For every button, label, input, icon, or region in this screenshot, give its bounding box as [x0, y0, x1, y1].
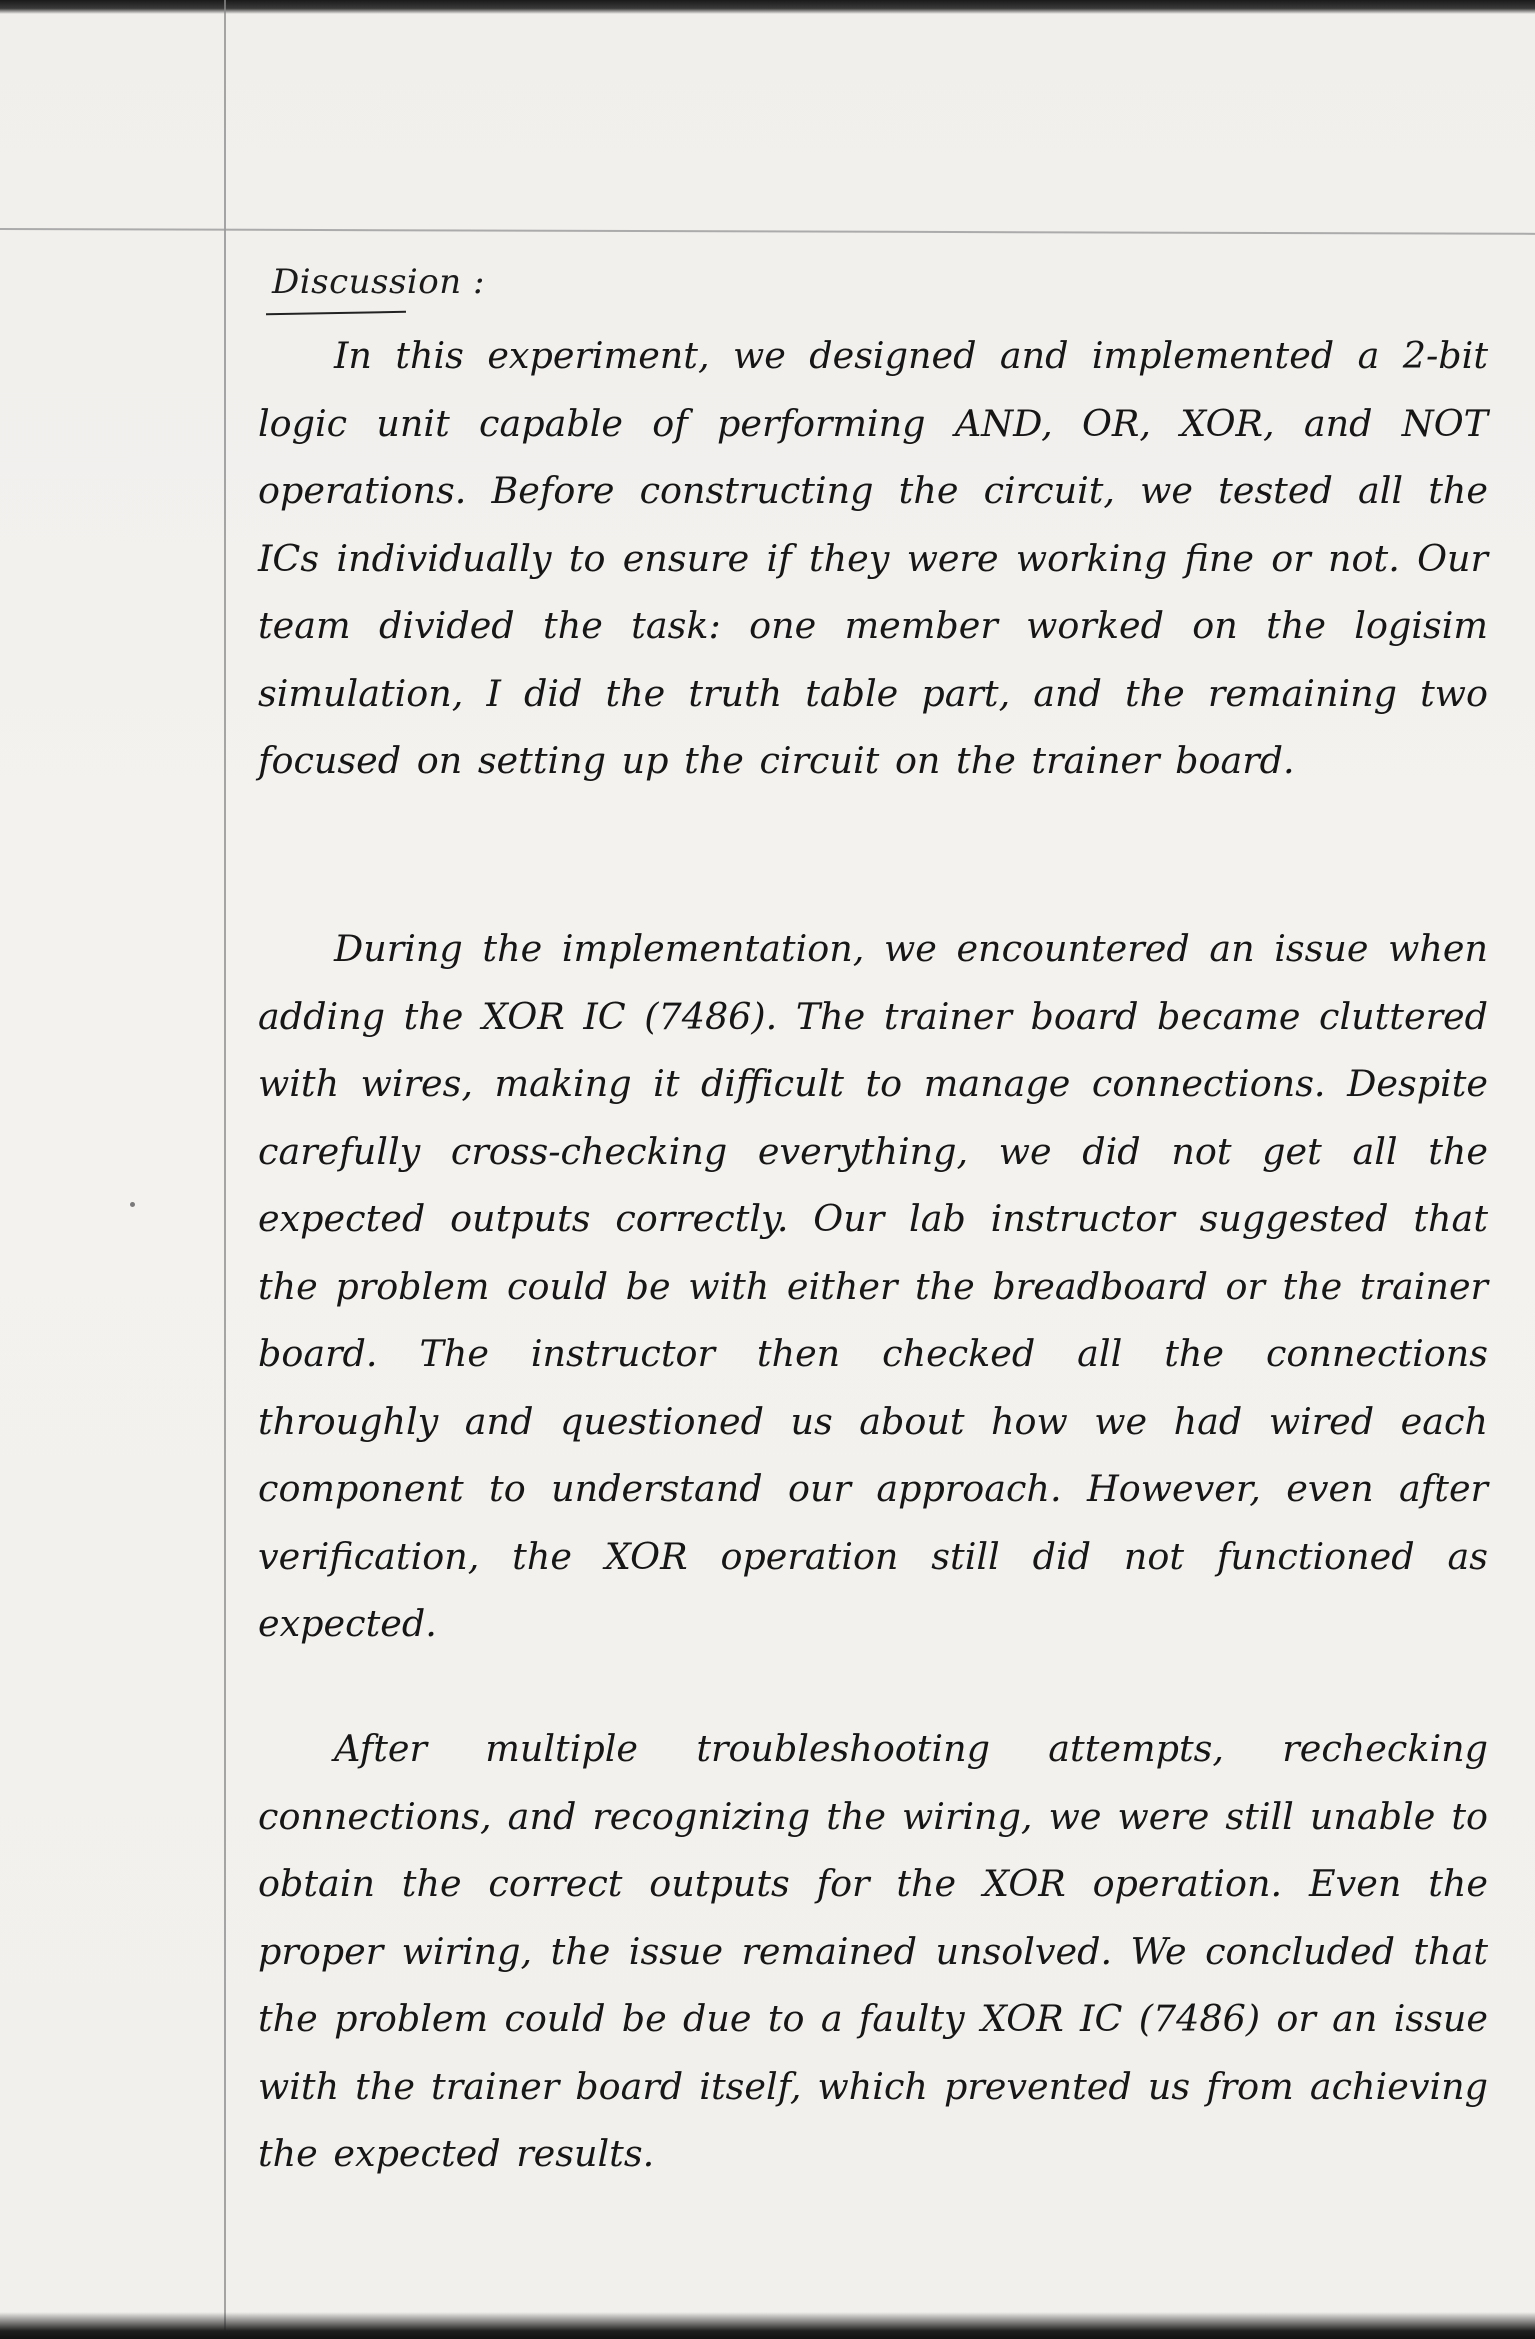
margin-line: [224, 0, 226, 2339]
section-heading: Discussion :: [272, 262, 485, 302]
paragraph-2: During the implementation, we encountered an issue when adding the XOR IC (7486). The trainer board became cluttered with wires, making it difficult to manage connections. Despite carefully cross-checking everything, we did not get all the expected outputs correctly. Our lab instructor suggested that the problem could be with either the breadboard or the trainer board. The instructor then checked all the connections throughly and questioned us about how we had wired each component to understand our approach. However, even after verification, the XOR operation still did not functioned as expected.: [258, 927, 1488, 1645]
paragraph-3: After multiple troubleshooting attempts, rechecking connections, and recognizing the wiring, we were still unable to obtain the correct outputs for the XOR operation. Even the proper wiring, the issue remained unsolved. We concluded that the problem could be due to a faulty XOR IC (7486) or an issue with the trainer board itself, which prevented us from achieving the expected results.: [258, 1727, 1488, 2175]
heading-underline: [266, 311, 406, 315]
paragraph-1: In this experiment, we designed and implemented a 2-bit logic unit capable of performing AND, OR, XOR, and NOT operations. Before constructing the circuit, we tested all the ICs individually to ensure if they were working fine or not. Our team divided the task: one member worked on the logisim simulation, I did the truth table part, and the remaining two focused on setting up the circuit on the trainer board.: [258, 334, 1488, 782]
top-edge-shadow: [0, 0, 1535, 14]
bottom-edge-shadow: [0, 2312, 1535, 2339]
header-rule-line: [0, 228, 1535, 235]
paper-mark: [130, 1202, 135, 1207]
